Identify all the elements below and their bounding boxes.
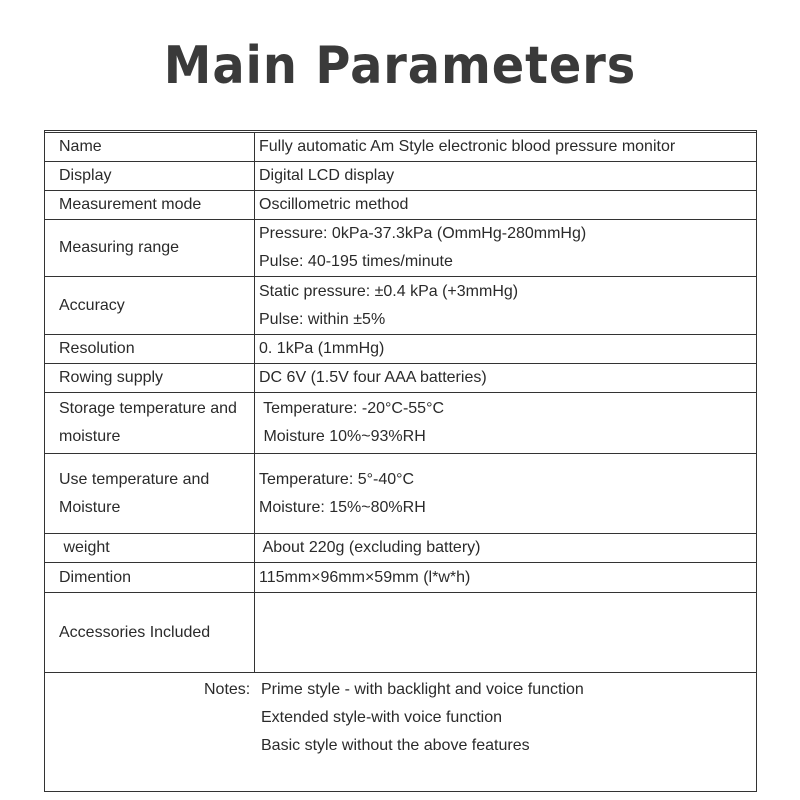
notes-label: Notes: [204,681,251,698]
row-label: Accuracy [45,277,255,335]
table-row [45,191,757,220]
note-item: Extended style-with voice function [261,709,503,726]
row-value: Fully automatic Am Style electronic blood pressure monitor [255,133,757,162]
row-value: Temperature: -20°C-55°C Moisture 10%~93%RH [255,393,757,454]
table-row [45,220,757,277]
table-row [45,393,757,454]
row-value: Static pressure: ±0.4 kPa (+3mmHg) Pulse: within ±5% [255,277,757,335]
page-title: Main Parameters [163,36,637,96]
row-value: DC 6V (1.5V four AAA batteries) [255,364,757,393]
row-value: Pressure: 0kPa-37.3kPa (OmmHg-280mmHg) Pulse: 40-195 times/minute [255,220,757,277]
row-label: Use temperature and Moisture [45,454,255,534]
row-value: 115mm×96mm×59mm (l*w*h) [255,563,757,593]
row-value: Oscillometric method [255,191,757,220]
table-row [45,133,757,162]
row-value: 0. 1kPa (1mmHg) [255,335,757,364]
row-label: weight [45,534,255,563]
note-item: Basic style without the above features [261,737,530,754]
table-row [45,534,757,563]
table-row [45,162,757,191]
row-value: Digital LCD display [255,162,757,191]
notes-list [261,676,584,760]
row-label: Dimention [45,563,255,593]
note-item: Prime style - with backlight and voice function [261,681,584,698]
row-value-empty [255,593,757,673]
row-value: Temperature: 5°-40°C Moisture: 15%~80%RH [255,454,757,534]
row-label: Name [45,133,255,162]
table-row [45,335,757,364]
row-label: Display [45,162,255,191]
row-label: Measuring range [45,220,255,277]
row-label: Accessories Included [45,593,255,673]
table-row [45,563,757,593]
table-row [45,593,757,673]
row-value: About 220g (excluding battery) [255,534,757,563]
row-label: Storage temperature and moisture [45,393,255,454]
row-label: Measurement mode [45,191,255,220]
table-row [45,277,757,335]
table-row [45,364,757,393]
table-row [45,454,757,534]
parameters-table [44,132,757,673]
row-label: Rowing supply [45,364,255,393]
row-label: Resolution [45,335,255,364]
